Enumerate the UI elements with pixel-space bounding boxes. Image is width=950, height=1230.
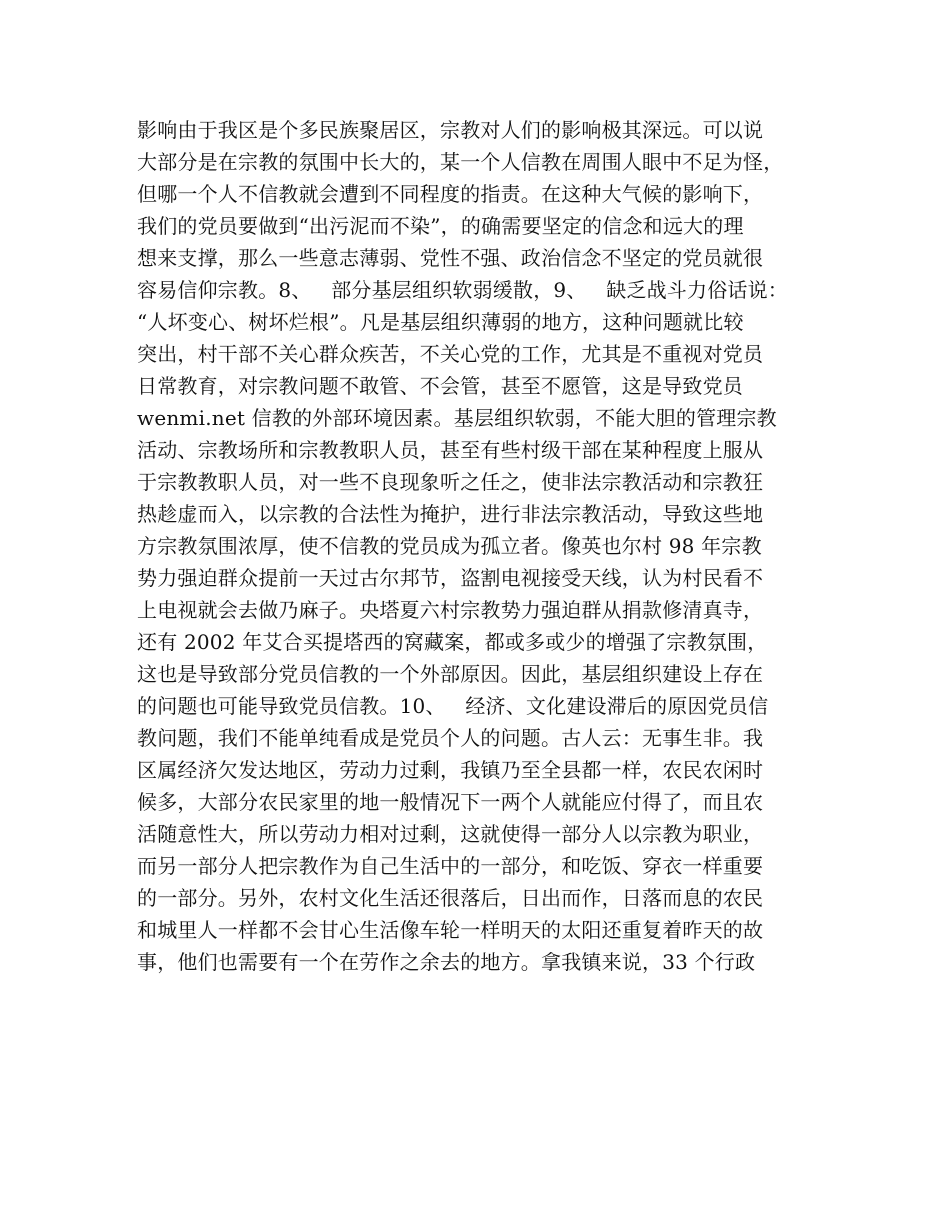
text-line: 突出，村干部不关心群众疾苦，不关心党的工作，尤其是不重视对党员 (137, 342, 764, 366)
text-line: 教问题，我们不能单纯看成是党员个人的问题。古人云：无事生非。我 (137, 726, 764, 750)
body-text (137, 114, 837, 978)
text-line: 我们的党员要做到“出污泥而不染”，的确需要坚定的信念和远大的理 (137, 214, 744, 238)
text-line: 大部分是在宗教的氛围中长大的，某一个人信教在周围人眼中不足为怪， (137, 150, 784, 174)
text-line: 和城里人一样都不会甘心生活像车轮一样明天的太阳还重复着昨天的故 (137, 918, 764, 942)
text-line: 但哪一个人不信教就会遭到不同程度的指责。在这种大气候的影响下， (137, 182, 764, 206)
text-line: 区属经济欠发达地区，劳动力过剩，我镇乃至全县都一样，农民农闲时 (137, 758, 764, 782)
text-line: 而另一部分人把宗教作为自己生活中的一部分，和吃饭、穿衣一样重要 (137, 854, 764, 878)
text-line: 方宗教氛围浓厚，使不信教的党员成为孤立者。像英也尔村 98 年宗教 (137, 534, 762, 558)
text-line: 的问题也可能导致党员信教。10、 经济、文化建设滞后的原因党员信 (137, 694, 769, 718)
text-line: “人坏变心、树坏烂根”。凡是基层组织薄弱的地方，这种问题就比较 (137, 310, 744, 334)
text-line: 活随意性大，所以劳动力相对过剩，这就使得一部分人以宗教为职业， (137, 822, 764, 846)
text-line: 候多，大部分农民家里的地一般情况下一两个人就能应付得了，而且农 (137, 790, 764, 814)
text-line: 的一部分。另外，农村文化生活还很落后，日出而作，日落而息的农民 (137, 886, 764, 910)
text-line: 这也是导致部分党员信教的一个外部原因。因此，基层组织建设上存在 (137, 662, 764, 686)
text-line: 还有 2002 年艾合买提塔西的窝藏案，都或多或少的增强了宗教氛围， (137, 630, 768, 654)
text-line: 想来支撑，那么一些意志薄弱、党性不强、政治信念不坚定的党员就很 (137, 246, 764, 270)
text-line: 于宗教教职人员，对一些不良现象听之任之，使非法宗教活动和宗教狂 (137, 470, 764, 494)
text-line: 影响由于我区是个多民族聚居区，宗教对人们的影响极其深远。可以说 (137, 118, 764, 142)
text-line: 热趁虚而入，以宗教的合法性为掩护，进行非法宗教活动，导致这些地 (137, 502, 764, 526)
text-line: 上电视就会去做乃麻子。央塔夏六村宗教势力强迫群从捐款修清真寺， (137, 598, 764, 622)
text-line: 日常教育，对宗教问题不敢管、不会管，甚至不愿管，这是导致党员 (137, 374, 743, 398)
text-line: 容易信仰宗教。8、 部分基层组织软弱缓散，9、 缺乏战斗力俗话说： (137, 278, 788, 302)
text-line: 事，他们也需要有一个在劳作之余去的地方。拿我镇来说，33 个行政 (137, 950, 756, 974)
text-line: wenmi.net 信教的外部环境因素。基层组织软弱，不能大胆的管理宗教 (137, 406, 777, 430)
text-line: 活动、宗教场所和宗教教职人员，甚至有些村级干部在某种程度上服从 (137, 438, 764, 462)
text-line: 势力强迫群众提前一天过古尔邦节，盗割电视接受天线，认为村民看不 (137, 566, 764, 590)
